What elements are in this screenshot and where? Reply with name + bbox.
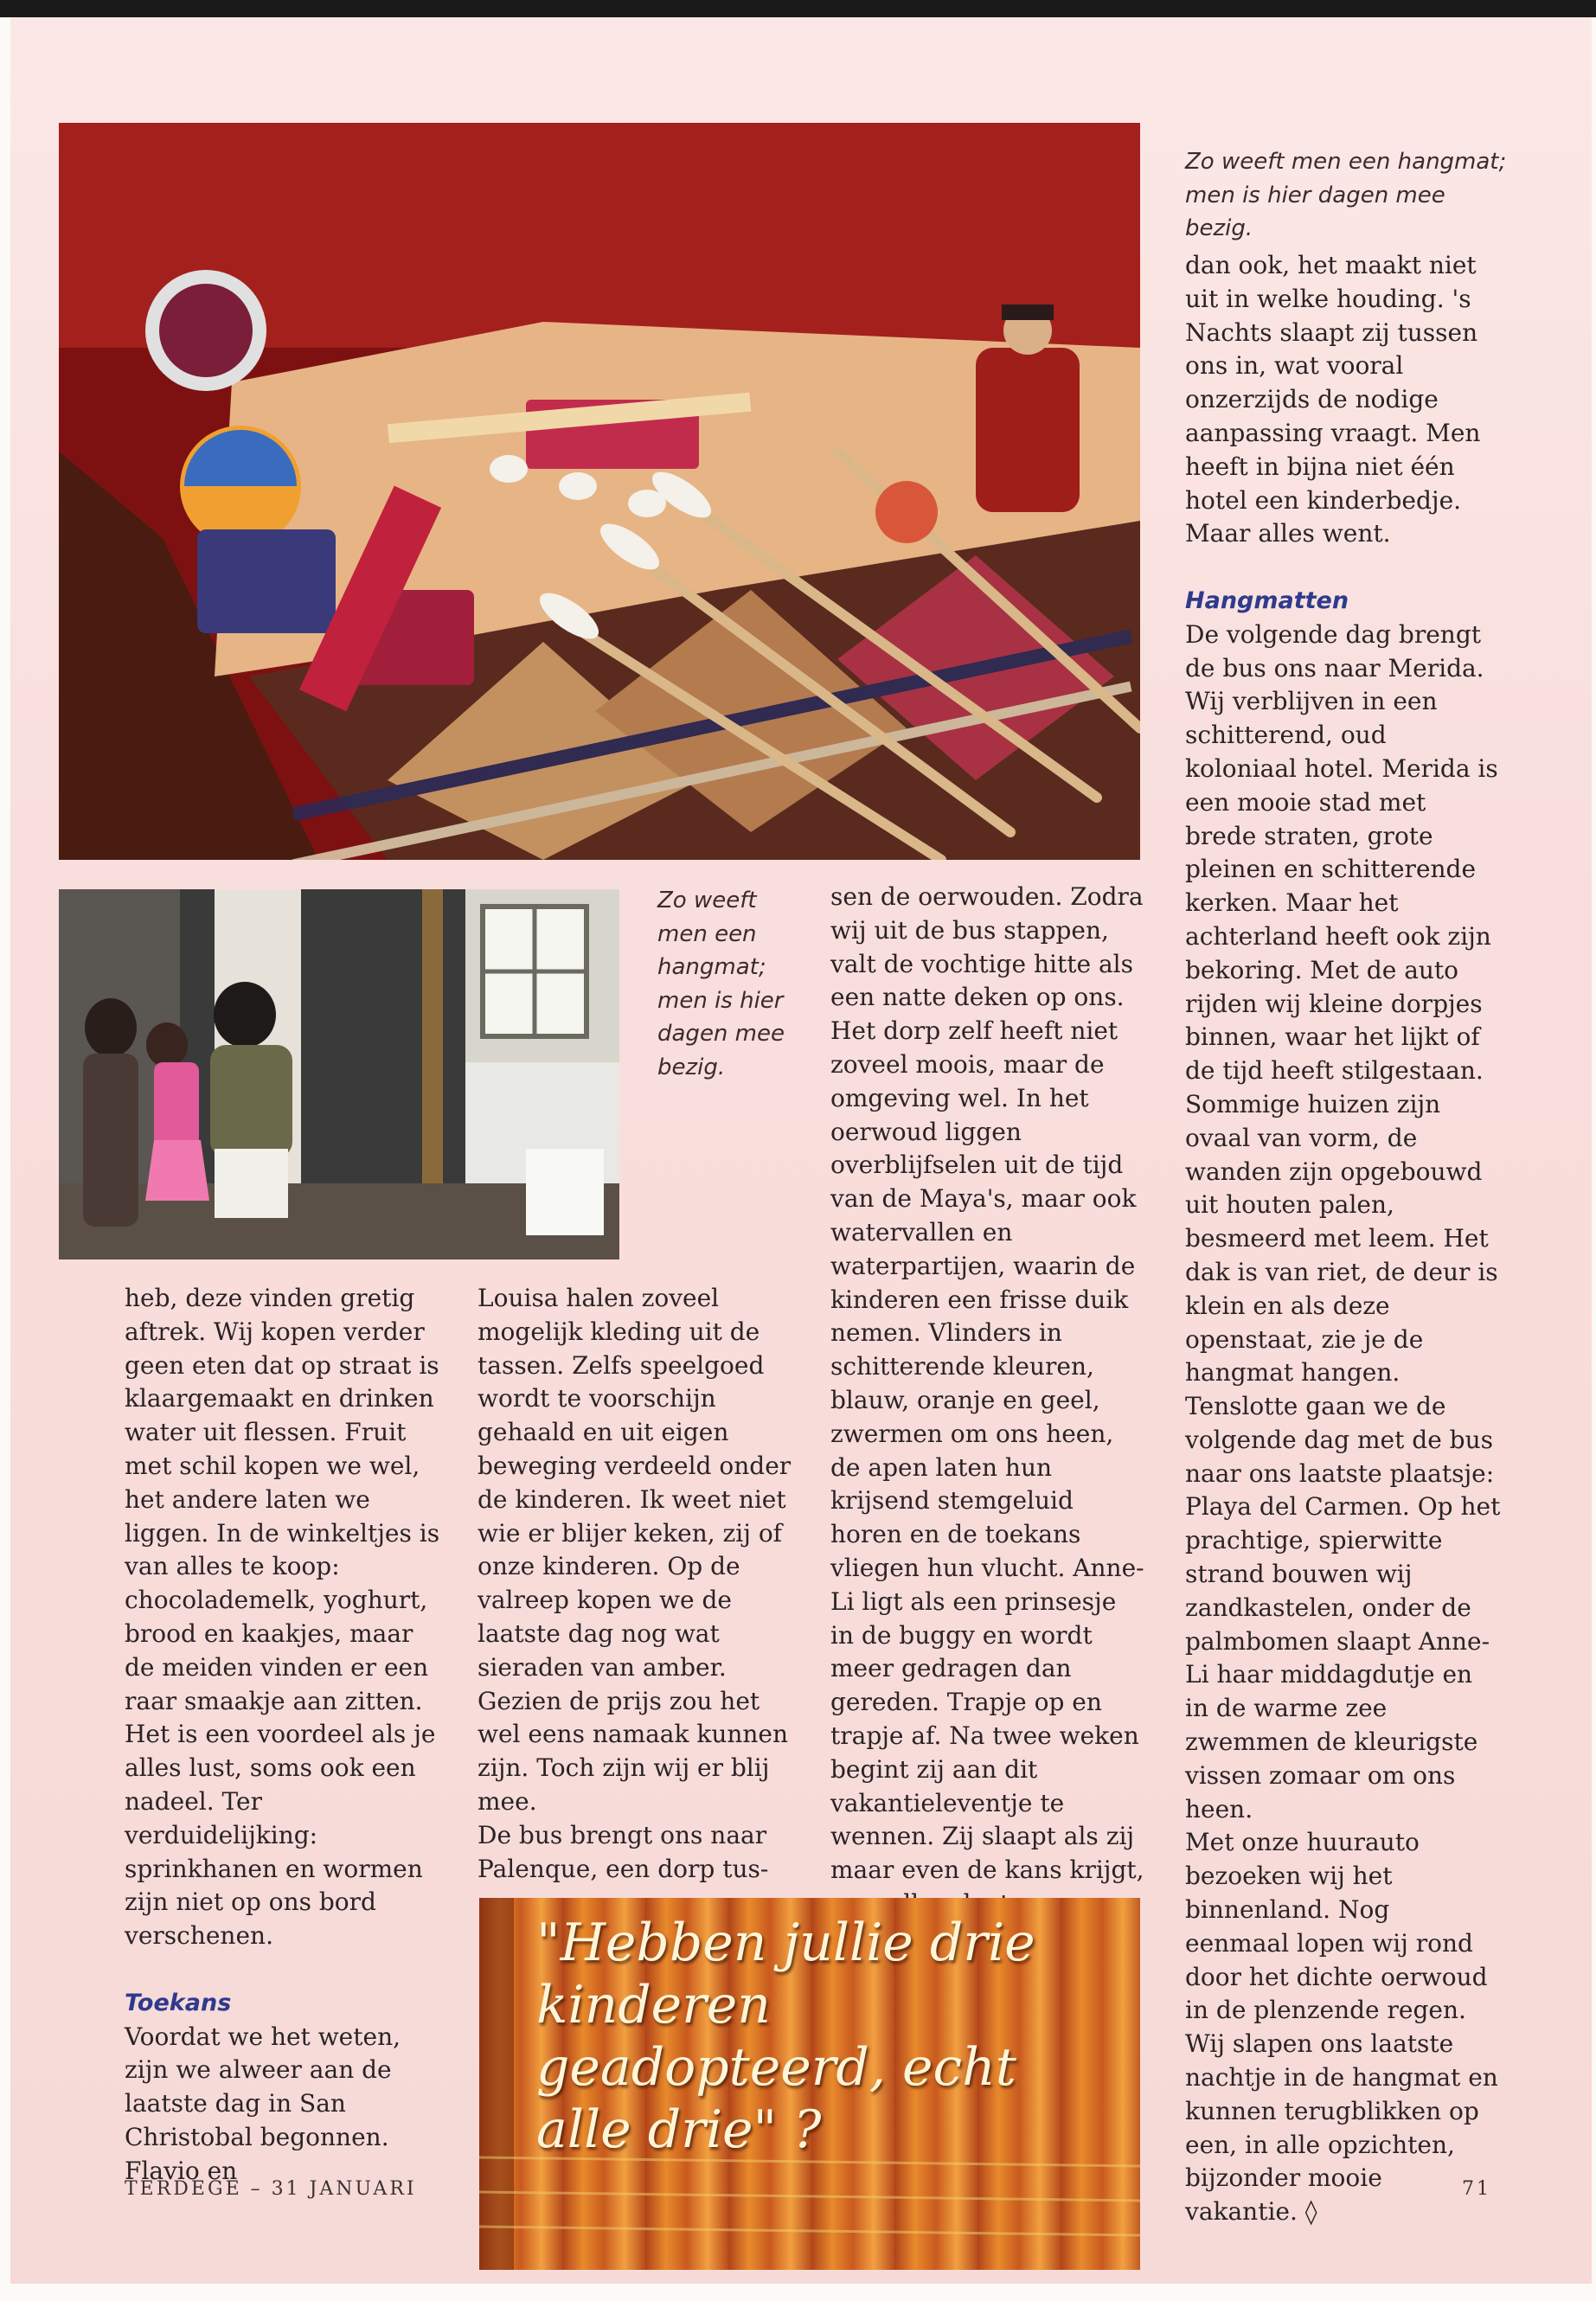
column-2-paragraph-1: Louisa halen zoveel mogelijk kleding uit de tassen. Zelfs speelgoed wordt te voorschijn gehaald en uit eigen beweging verdeeld onder de kinderen. Ik weet niet wie er blijer keken, zij of onze kinderen. Op de valreep kopen we de laatste dag nog wat sieraden van amber. Gezien de prijs zou het wel eens namaak kunnen zijn. Toch zijn wij er blij mee. <box>478 1284 792 1816</box>
scan-top-edge <box>0 0 1596 17</box>
photo-caption-top: Zo weeft men een hangmat; men is hier dagen mee bezig. <box>1185 149 1507 241</box>
column-3-paragraph: sen de oerwouden. Zodra wij uit de bus stappen, valt de vochtige hitte als een natte deken op ons. Het dorp zelf heeft niet zoveel moois, maar de omgeving wel. In het oerwoud liggen overblijfselen uit de tijd van de Maya's, maar ook watervallen en waterpartijen, waarin de kinderen een frisse duik nemen. Vlinders in schitterende kleuren, blauw, oranje en geel, zwermen om ons heen, de apen laten hun krijsend stemgeluid horen en de toekans vliegen hun vlucht. Anne-Li ligt als een prinsesje in de buggy en wordt meer gedragen dan gereden. Trapje op en trapje af. Na twee weken begint zij aan dit vakantieleventje te wennen. Zij slaapt als zij maar even de kans krijgt, <box>830 882 1144 1885</box>
column-4-paragraph-1: dan ook, het maakt niet uit in welke houding. 's Nachts slaapt zij tussen ons in, wat vooral onzerzijds de nodige aanpassing vraagt. Men heeft in bijna niet één hotel een kinderbedje. Maar alles went. <box>1185 251 1481 548</box>
subheading-hangmatten: Hangmatten <box>1185 586 1349 614</box>
column-2-paragraph-2: De bus brengt ons naar Palenque, een dorp tus- <box>478 1820 769 1883</box>
column-1-paragraph-1: heb, deze vinden gretig aftrek. Wij kopen verder geen eten dat op straat is klaargemaakt en drinken water uit flessen. Fruit met schil kopen we wel, het andere laten we liggen. In de winkeltjes is van alles te koop: chocolademelk, yoghurt, brood en kaakjes, maar de meiden vinden er een raar smaakje aan zitten. Het is een voordeel als je alles lust, soms ook een nadeel. Ter verduidelijking: sprinkhanen en wormen zijn niet op ons bord verschenen. <box>125 1284 440 1951</box>
photo-caption-middle: Zo weeft men een hangmat; men is hier dagen mee bezig. <box>657 888 785 1080</box>
weaving-photo <box>59 889 619 1259</box>
page-number: 71 <box>1462 2178 1491 2200</box>
article-column-4 <box>1185 249 1501 2229</box>
article-column-2 <box>478 1282 793 1886</box>
column-4-paragraph-2: De volgende dag brengt de bus ons naar Merida. Wij verblijven in een schitterend, oud koloniaal hotel. Merida is een mooie stad met brede straten, grote pleinen en schitterende kerken. Maar het achterland heeft ook zijn bekoring. Met de auto rijden wij kleine dorpjes binnen, waar het lijkt of de tijd heeft stilgestaan. Sommige huizen zijn ovaal van vorm, de wanden zijn opgebouwd uit houten palen, besmeerd met leem. Het dak is van riet, de deur is klein en als deze openstaat, zie je de hangmat hangen. <box>1185 619 1498 1388</box>
crafts-photo <box>59 123 1140 860</box>
column-4-paragraph-3: Tenslotte gaan we de volgende dag met de bus naar ons laatste plaatsje: Playa del Carmen. Op het prachtige, spierwitte strand bouwen wij zandkastelen, onder de palmbomen slaapt Anne-Li haar middagdutje en in de warme zee zwemmen de kleurigste vissen zomaar om ons heen. <box>1185 1392 1501 1823</box>
footer-publication: TERDEGE – 31 JANUARI <box>125 2178 417 2200</box>
column-1-paragraph-2: Voordat we het weten, zijn we alweer aan de laatste dag in San Christobal begonnen. Flavio en <box>125 2022 401 2185</box>
column-4-paragraph-4: Met onze huurauto bezoeken wij het binnenland. Nog eenmaal lopen wij rond door het dichte oerwoud in de plenzende regen. Wij slapen ons laatste nachtje in de hangmat en kunnen terugblikken op een, in alle opzichten, bijzonder mooie vakantie. ◊ <box>1185 1828 1498 2227</box>
article-column-1 <box>125 1282 440 2189</box>
subheading-toekans: Toekans <box>125 1989 232 2016</box>
article-column-3 <box>830 881 1146 1921</box>
pull-quote: "Hebben jullie drie kinderen geadopteerd, echt alle drie" ? <box>536 1913 1035 2160</box>
